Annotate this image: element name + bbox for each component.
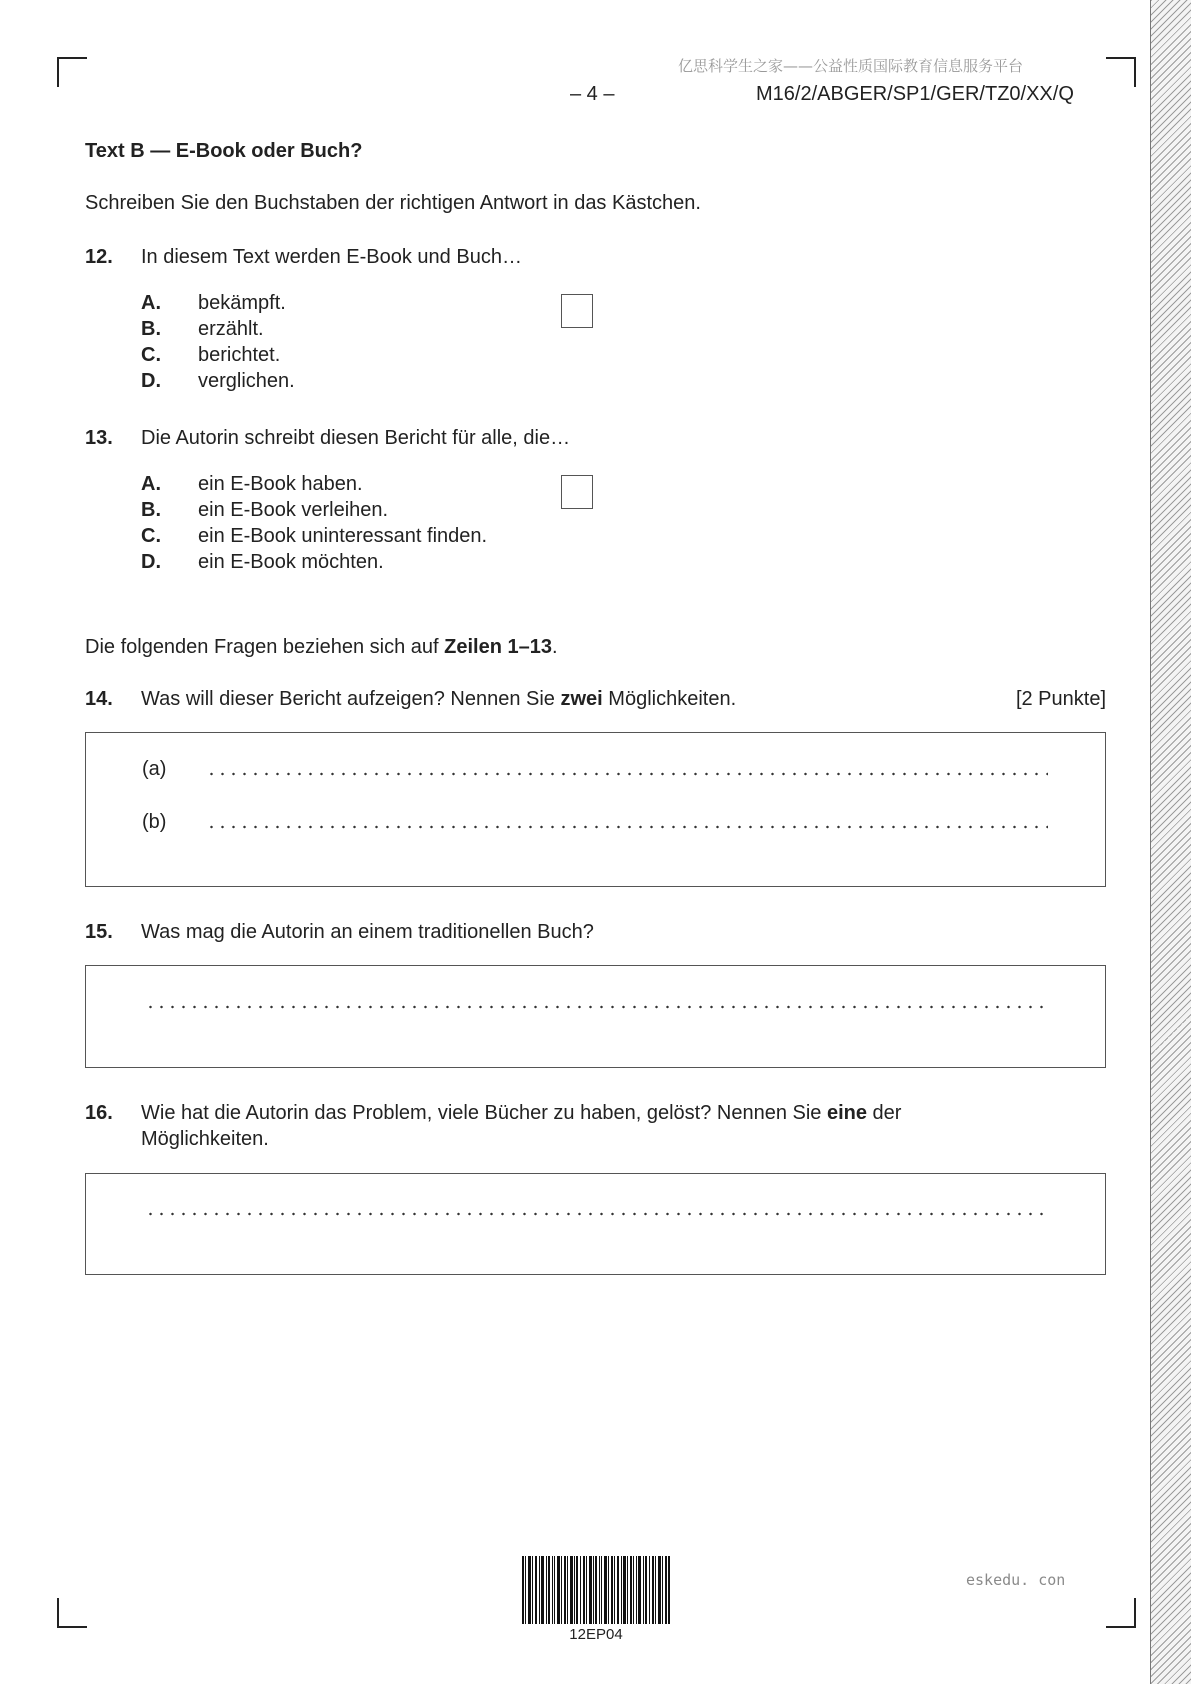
- crop-mark-top-left: [57, 57, 87, 87]
- question-text: [141, 1100, 901, 1126]
- answer-box-15[interactable]: [85, 965, 1106, 1068]
- answer-line[interactable]: [145, 1212, 1048, 1216]
- section-instruction: Schreiben Sie den Buchstaben der richtigen Antwort in das Kästchen.: [85, 192, 701, 214]
- answer-line-a[interactable]: [206, 772, 1048, 776]
- answer-checkbox-13[interactable]: [561, 475, 593, 509]
- page-number: – 4 –: [570, 83, 615, 105]
- barcode-text: 12EP04: [569, 1626, 623, 1643]
- answer-checkbox-12[interactable]: [561, 294, 593, 328]
- option-text: ein E-Book verleihen.: [198, 499, 389, 521]
- option-text: bekämpft.: [198, 292, 286, 314]
- crop-mark-bottom-right: [1106, 1598, 1136, 1628]
- option-letter: A.: [141, 473, 161, 495]
- intro-suffix: .: [551, 636, 558, 658]
- q14-text-before: Was will dieser Bericht aufzeigen? Nennen Sie: [141, 688, 561, 710]
- question-number: 13.: [85, 427, 113, 449]
- option-text: berichtet.: [198, 344, 281, 366]
- option-letter: C.: [141, 344, 161, 366]
- question-number: 16.: [85, 1102, 113, 1124]
- option-text: ein E-Book möchten.: [198, 551, 384, 573]
- crop-mark-top-right: [1106, 57, 1136, 87]
- q14-text-after: Möglichkeiten.: [602, 688, 737, 710]
- option-text: erzählt.: [198, 318, 264, 340]
- crop-mark-bottom-left: [57, 1598, 87, 1628]
- section-title: Text B — E-Book oder Buch?: [85, 140, 363, 162]
- answer-line-b[interactable]: [206, 825, 1048, 829]
- answer-box-14[interactable]: [85, 732, 1106, 887]
- option-text: ein E-Book uninteressant finden.: [198, 525, 488, 547]
- q16-text-after: der: [867, 1102, 902, 1124]
- intro-lines: Zeilen 1–13: [444, 636, 552, 658]
- answer-label-a: (a): [142, 758, 167, 780]
- option-letter: D.: [141, 370, 161, 392]
- barcode: [522, 1556, 670, 1624]
- points-label: [2 Punkte]: [1015, 688, 1106, 710]
- answer-line[interactable]: [145, 1005, 1048, 1009]
- option-letter: B.: [141, 318, 161, 340]
- q16-text-before: Wie hat die Autorin das Problem, viele Bücher zu haben, gelöst? Nennen Sie: [141, 1102, 827, 1124]
- option-letter: D.: [141, 551, 161, 573]
- question-text: [141, 686, 736, 712]
- question-number: 15.: [85, 921, 113, 943]
- footer-site: eskedu. con: [966, 1571, 1066, 1589]
- intro-prefix: Die folgenden Fragen beziehen sich auf: [85, 636, 445, 658]
- option-text: verglichen.: [198, 370, 295, 392]
- question-text: Was mag die Autorin an einem traditionellen Buch?: [141, 921, 594, 943]
- q16-text-bold: eine: [826, 1102, 867, 1124]
- binding-strip: [1150, 0, 1191, 1684]
- option-letter: B.: [141, 499, 161, 521]
- q14-text-bold: zwei: [560, 688, 603, 710]
- question-number: 12.: [85, 246, 113, 268]
- option-text: ein E-Book haben.: [198, 473, 363, 495]
- question-number: 14.: [85, 688, 113, 710]
- paper-code: M16/2/ABGER/SP1/GER/TZ0/XX/Q: [756, 83, 1074, 105]
- option-letter: A.: [141, 292, 161, 314]
- option-letter: C.: [141, 525, 161, 547]
- answer-box-16[interactable]: [85, 1173, 1106, 1275]
- question-text: In diesem Text werden E-Book und Buch…: [141, 246, 522, 268]
- question-text-line2: Möglichkeiten.: [141, 1128, 269, 1150]
- questions-intro: [85, 634, 558, 660]
- question-text: Die Autorin schreibt diesen Bericht für alle, die…: [141, 427, 571, 449]
- answer-label-b: (b): [142, 811, 167, 833]
- header-watermark: 亿思科学生之家——公益性质国际教育信息服务平台: [678, 57, 1024, 75]
